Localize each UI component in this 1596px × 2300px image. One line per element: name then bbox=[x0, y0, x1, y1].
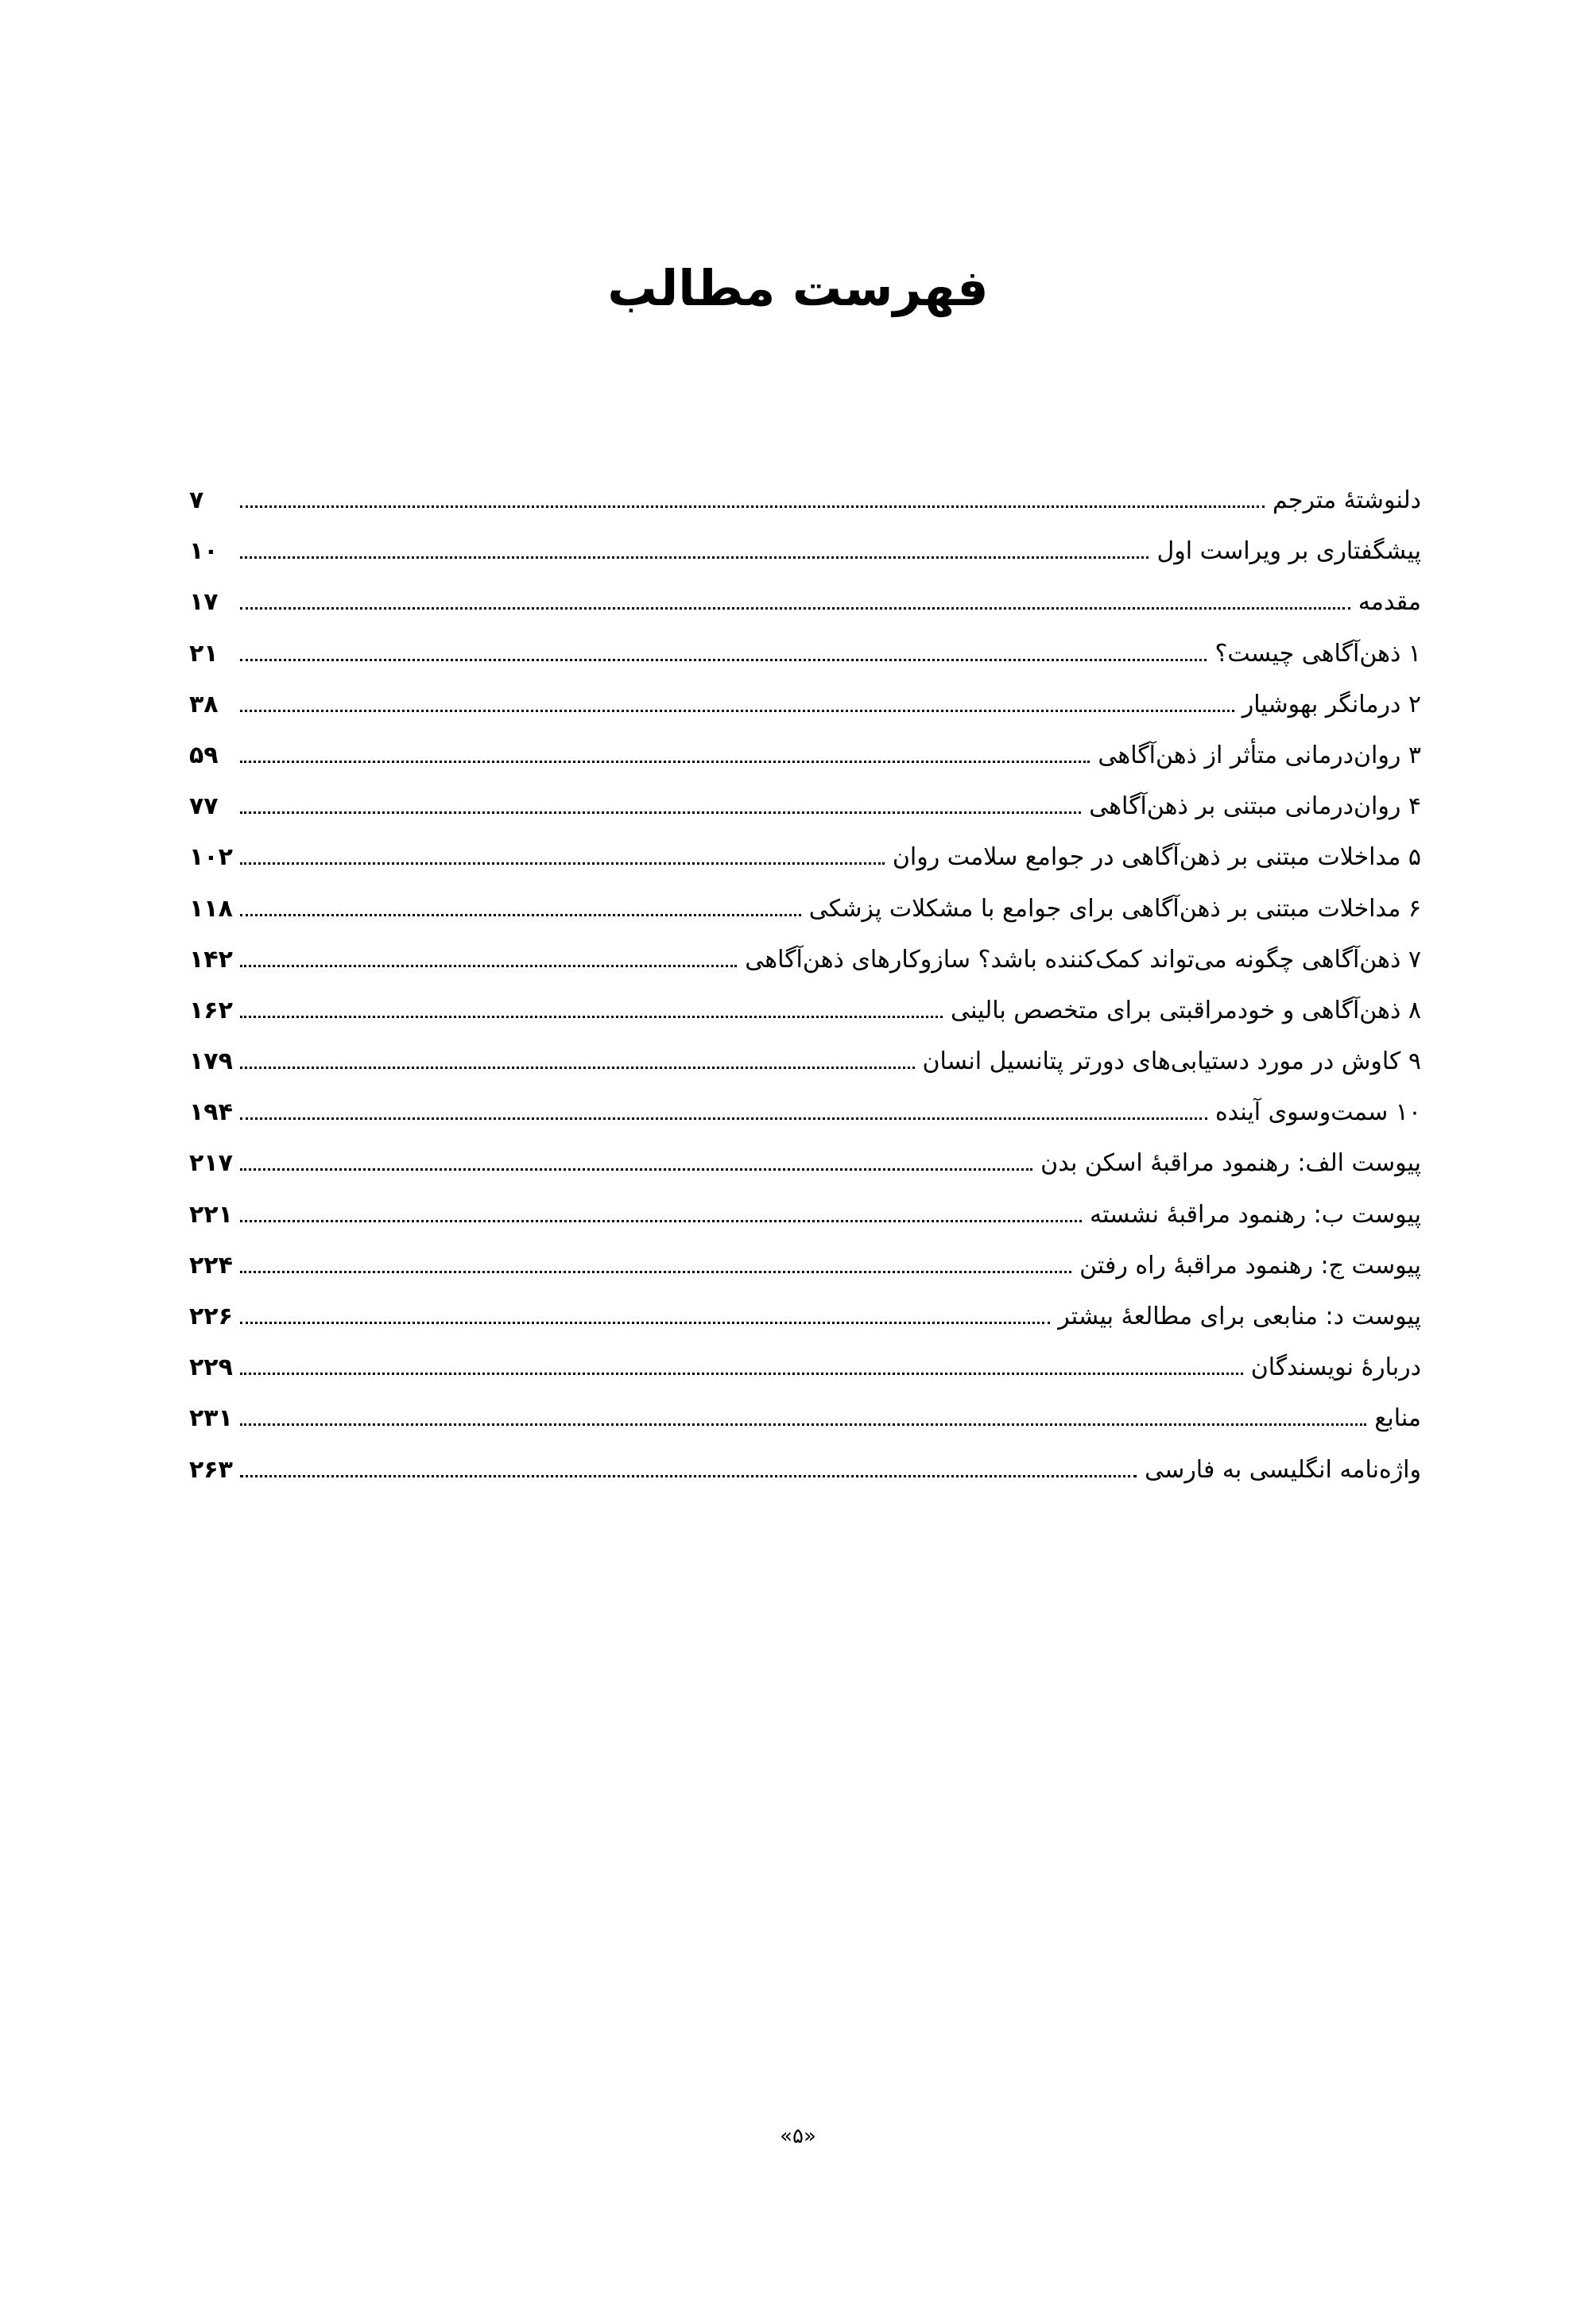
toc-entry-page: ۲۲۴ bbox=[189, 1251, 233, 1280]
toc-entry[interactable] bbox=[189, 577, 1421, 628]
toc-entry-page: ۳۸ bbox=[189, 690, 219, 718]
toc-entry-page: ۲۲۱ bbox=[189, 1200, 233, 1229]
toc-entry-page: ۲۶۳ bbox=[189, 1455, 233, 1484]
toc-entry-title: ۵ مداخلات مبتنی بر ذهن‌آگاهی در جوامع سلامت روان bbox=[892, 843, 1421, 872]
toc-entry-page: ۱۷ bbox=[189, 588, 219, 617]
dot-leader bbox=[240, 1016, 943, 1018]
toc-entry-title: واژه‌نامه انگلیسی به فارسی bbox=[1145, 1455, 1421, 1484]
toc-entry-page: ۷ bbox=[189, 486, 204, 514]
toc-entry-title: پیوست د: منابعی برای مطالعهٔ بیشتر bbox=[1058, 1303, 1421, 1330]
dot-leader bbox=[240, 1271, 1071, 1273]
toc-entry-title: ۳ روان‌درمانی متأثر از ذهن‌آگاهی bbox=[1098, 741, 1421, 769]
toc-entry-page: ۲۱ bbox=[189, 639, 219, 668]
dot-leader bbox=[240, 862, 885, 865]
dot-leader bbox=[240, 1168, 1032, 1171]
toc-entry[interactable] bbox=[189, 629, 1421, 680]
dot-leader bbox=[240, 1322, 1050, 1324]
dot-leader bbox=[240, 659, 1207, 661]
toc-entry-page: ۱۰۲ bbox=[189, 843, 233, 872]
toc-entry-title: دلنوشتهٔ مترجم bbox=[1272, 486, 1421, 514]
toc-entry-title: ۷ ذهن‌آگاهی چگونه می‌تواند کمک‌کننده باشد؟ سازوکارهای ذهن‌آگاهی bbox=[745, 945, 1421, 974]
toc-entry[interactable] bbox=[189, 781, 1421, 832]
toc-entry[interactable] bbox=[189, 1291, 1421, 1342]
toc-entry-title: پیوست ج: رهنمود مراقبهٔ راه رفتن bbox=[1079, 1251, 1421, 1280]
toc-entry[interactable] bbox=[189, 1241, 1421, 1291]
toc-entry-title: ۱ ذهن‌آگاهی چیست؟ bbox=[1214, 639, 1421, 668]
dot-leader bbox=[240, 1117, 1207, 1120]
dot-leader bbox=[240, 1475, 1137, 1477]
table-of-contents bbox=[189, 475, 1421, 1496]
toc-entry[interactable] bbox=[189, 526, 1421, 577]
toc-entry[interactable] bbox=[189, 475, 1421, 526]
toc-entry[interactable] bbox=[189, 1036, 1421, 1087]
dot-leader bbox=[240, 1220, 1082, 1222]
toc-entry[interactable] bbox=[189, 884, 1421, 935]
toc-entry-title: مقدمه bbox=[1358, 588, 1421, 617]
toc-entry-title: منابع bbox=[1374, 1404, 1421, 1433]
dot-leader bbox=[240, 1423, 1366, 1426]
toc-entry-page: ۲۲۶ bbox=[189, 1303, 233, 1330]
toc-entry-title: پیشگفتاری بر ویراست اول bbox=[1156, 537, 1421, 566]
dot-leader bbox=[240, 710, 1234, 712]
toc-entry-page: ۱۷۹ bbox=[189, 1047, 233, 1076]
toc-entry[interactable] bbox=[189, 1087, 1421, 1138]
toc-entry-page: ۵۹ bbox=[189, 741, 219, 769]
dot-leader bbox=[240, 914, 801, 916]
page-title: فهرست مطالب bbox=[607, 259, 989, 317]
dot-leader bbox=[240, 965, 737, 967]
toc-entry[interactable] bbox=[189, 985, 1421, 1036]
page-number: «۵» bbox=[780, 2124, 816, 2148]
dot-leader bbox=[240, 761, 1090, 763]
dot-leader bbox=[240, 811, 1081, 814]
toc-entry-title: ۲ درمانگر بهوشیار bbox=[1242, 690, 1421, 718]
toc-entry-page: ۱۴۲ bbox=[189, 945, 233, 974]
dot-leader bbox=[240, 505, 1265, 508]
dot-leader bbox=[240, 607, 1350, 610]
toc-entry-page: ۱۱۸ bbox=[189, 894, 233, 923]
toc-entry[interactable] bbox=[189, 730, 1421, 781]
toc-entry-page: ۲۱۷ bbox=[189, 1149, 233, 1178]
toc-entry-page: ۷۷ bbox=[189, 792, 219, 821]
toc-entry[interactable] bbox=[189, 832, 1421, 883]
toc-entry-title: ۱۰ سمت‌وسوی آینده bbox=[1214, 1098, 1421, 1127]
toc-entry-page: ۲۲۹ bbox=[189, 1353, 233, 1382]
toc-entry[interactable] bbox=[189, 1190, 1421, 1241]
dot-leader bbox=[240, 1067, 915, 1069]
dot-leader bbox=[240, 1373, 1243, 1375]
toc-entry-page: ۲۳۱ bbox=[189, 1404, 233, 1433]
toc-entry-page: ۱۶۲ bbox=[189, 996, 233, 1024]
toc-entry-page: ۱۹۴ bbox=[189, 1098, 233, 1127]
toc-entry-title: پیوست ب: رهنمود مراقبهٔ نشسته bbox=[1090, 1200, 1421, 1229]
dot-leader bbox=[240, 556, 1149, 559]
toc-entry[interactable] bbox=[189, 1445, 1421, 1496]
toc-entry[interactable] bbox=[189, 1393, 1421, 1444]
toc-entry-title: پیوست الف: رهنمود مراقبهٔ اسکن بدن bbox=[1040, 1149, 1421, 1178]
toc-entry[interactable] bbox=[189, 680, 1421, 730]
toc-entry-page: ۱۰ bbox=[189, 537, 219, 566]
toc-entry-title: ۴ روان‌درمانی مبتنی بر ذهن‌آگاهی bbox=[1089, 792, 1421, 821]
toc-entry[interactable] bbox=[189, 935, 1421, 985]
toc-entry[interactable] bbox=[189, 1342, 1421, 1393]
toc-entry-title: ۶ مداخلات مبتنی بر ذهن‌آگاهی برای جوامع با مشکلات پزشکی bbox=[808, 894, 1421, 923]
toc-entry-title: دربارهٔ نویسندگان bbox=[1250, 1353, 1421, 1382]
toc-entry-title: ۸ ذهن‌آگاهی و خودمراقبتی برای متخصص بالینی bbox=[951, 996, 1421, 1024]
toc-entry[interactable] bbox=[189, 1138, 1421, 1189]
toc-entry-title: ۹ کاوش در مورد دستیابی‌های دورتر پتانسیل انسان bbox=[922, 1047, 1421, 1076]
